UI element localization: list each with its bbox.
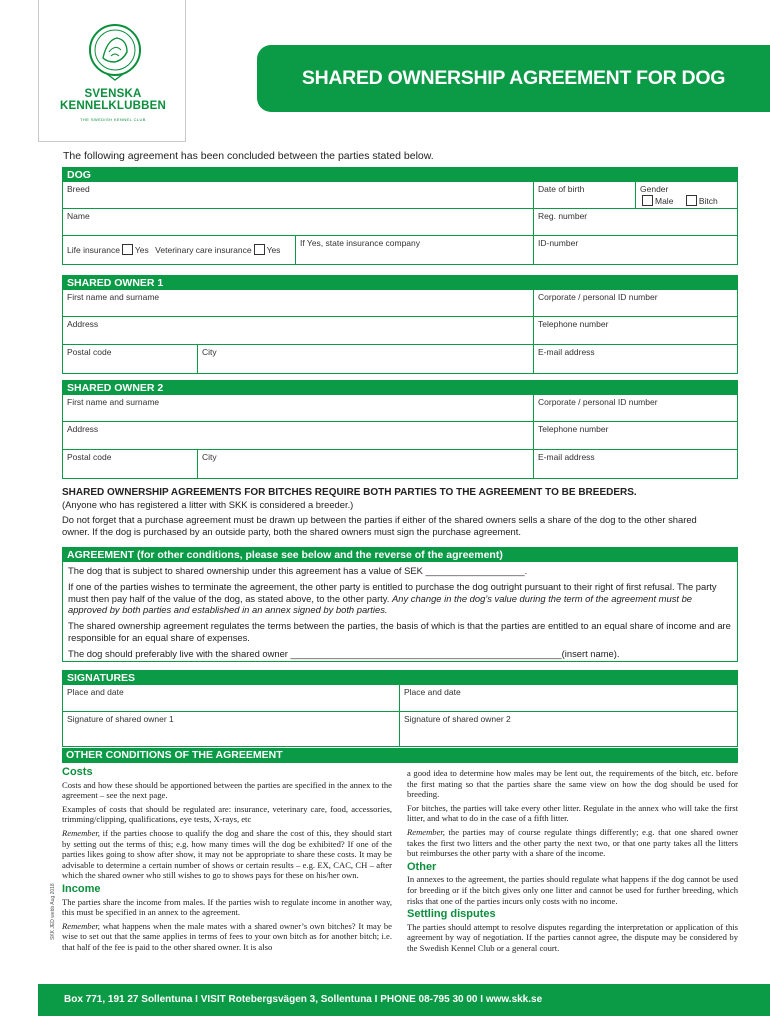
right-p3: [407, 827, 738, 859]
insurance-options: [63, 236, 295, 264]
life-insurance-yes-label: Yes: [134, 244, 149, 255]
agreement-section: [62, 547, 738, 662]
id-number-field[interactable]: [533, 236, 739, 264]
other-conditions-heading: OTHER CONDITIONS OF THE AGREEMENT: [62, 748, 738, 763]
bitch-checkbox[interactable]: [686, 195, 697, 206]
owner1-telephone-label: Telephone number: [538, 319, 609, 329]
intro-text: The following agreement has been concluded between the parties stated below.: [63, 150, 434, 162]
form-code: SKK JED webb Aug 2018: [50, 883, 56, 940]
dog-section: [62, 167, 738, 265]
agreement-heading: AGREEMENT (for other conditions, please see below and the reverse of the agreement): [63, 548, 737, 562]
disputes-title: Settling disputes: [407, 908, 496, 921]
breed-label: Breed: [67, 184, 90, 194]
agreement-termination: [68, 581, 733, 616]
footer-contact: Box 771, 191 27 Sollentuna I VISIT Rotebergsvägen 3, Sollentuna I PHONE 08-795 30 00 I www.skk.se: [64, 994, 543, 1005]
signature-owner2-label: Signature of shared owner 2: [404, 714, 511, 724]
purchase-note-line1: Do not forget that a purchase agreement must be drawn up between the parties if either of the shared owners sells a share of the dog to the other shared: [62, 514, 697, 525]
owner2-row-postal: [63, 450, 737, 478]
vet-insurance-yes-label: Yes: [266, 244, 281, 255]
signatures-section: [62, 670, 738, 747]
owner1-city-field[interactable]: [197, 345, 533, 373]
owner2-city-field[interactable]: [197, 450, 533, 478]
signature-owner2-field[interactable]: [399, 712, 739, 746]
signatures-row-sign: [63, 712, 737, 746]
id-number-label: ID-number: [538, 238, 579, 248]
costs-p3: [62, 828, 392, 881]
owner2-name-label: First name and surname: [67, 397, 160, 407]
place-date-1-label: Place and date: [67, 687, 124, 697]
signature-owner1-label: Signature of shared owner 1: [67, 714, 174, 724]
breed-field[interactable]: [63, 182, 533, 208]
owner1-section: [62, 275, 738, 374]
signatures-heading: SIGNATURES: [63, 671, 737, 685]
purchase-note-line2: owner. If the dog is purchased by an outside party, both the shared owners must sign the purchase agreement.: [62, 526, 521, 537]
owner2-city-label: City: [202, 452, 217, 462]
dog-row-insurance: [63, 236, 737, 264]
owner2-telephone-label: Telephone number: [538, 424, 609, 434]
income-remember: Remember,: [62, 920, 100, 931]
owner2-section: [62, 380, 738, 479]
place-date-2-field[interactable]: [399, 685, 739, 711]
male-checkbox[interactable]: [642, 195, 653, 206]
income-title: Income: [62, 882, 101, 895]
other-title: Other: [407, 860, 437, 873]
owner1-postal-field[interactable]: [63, 345, 197, 373]
owner1-postal-label: Postal code: [67, 347, 112, 357]
right-p1: a good idea to determine how males may be lent out, the requirements of the bitch, etc. before the first mating so that the parties share the same view on how the dog should be used for breeding.: [407, 768, 738, 800]
footer-bar: [38, 984, 770, 1016]
logo-panel: [38, 0, 186, 142]
owner2-telephone-field[interactable]: [533, 422, 739, 449]
breeder-definition: (Anyone who has registered a litter with SKK is considered a breeder.): [62, 499, 354, 510]
dog-row-breed: [63, 182, 737, 209]
dog-heading: DOG: [63, 168, 737, 182]
place-date-2-label: Place and date: [404, 687, 461, 697]
costs-p3-text: if the parties choose to qualify the dog and share the cost of this, they should start by setting out the terms of this; e.g. how many times will the dog be exhibited? If one of the parties likes going to show after show, it may not be appropriate to share these costs. It may be advisable to determine a certain number of shows or certain results – e.g. EX, CAC, CH – after which the shared owner who still wishes to go to shows pays for these on his/her own.: [62, 827, 392, 881]
name-label: Name: [67, 211, 90, 221]
owner1-name-field[interactable]: [63, 290, 533, 316]
skk-seal-logo: [87, 22, 143, 82]
owner1-heading: SHARED OWNER 1: [63, 276, 737, 290]
bitch-label: Bitch: [698, 195, 718, 206]
owner2-email-label: E-mail address: [538, 452, 595, 462]
dog-row-name: [63, 209, 737, 236]
other-conditions-right-column: [407, 768, 738, 957]
other-p: In annexes to the agreement, the parties should regulate what happens if the dog cannot be used for breeding or if the bitch gives only one litter and cannot be used for further breeding, which risks that one of the parties incurs only costs with no income.: [407, 874, 738, 906]
owner2-address-field[interactable]: [63, 422, 533, 449]
male-label: Male: [655, 195, 674, 206]
logo-line1: SVENSKA: [84, 88, 142, 100]
termination-text: If one of the parties wishes to terminate the agreement, the other party is entitled to purchase the dog outright pursuant to their right of first refusal. The party must then pay half of the value of the dog, as stated above, to the other party.: [68, 580, 717, 604]
owner2-postal-field[interactable]: [63, 450, 197, 478]
gender-field: [635, 182, 739, 208]
costs-p1: Costs and how these should be apportioned between the parties are specified in the annex to the agreement – see the next page.: [62, 779, 392, 801]
owner2-id-field[interactable]: [533, 395, 739, 421]
owner1-id-label: Corporate / personal ID number: [538, 292, 658, 302]
disputes-p: The parties should attempt to resolve disputes regarding the interpretation or application of this agreement by way of negotiation. If the parties cannot agree, the dispute may be considered by the Swedish Kennel Club or a general court.: [407, 921, 738, 953]
other-conditions-left-column: [62, 766, 392, 956]
vet-insurance-checkbox[interactable]: [254, 244, 265, 255]
right-p2: For bitches, the parties will take every other litter. Regulate in the annex who will take the first litter, and what to do in the case of a fifth litter.: [407, 802, 738, 824]
date-of-birth-field[interactable]: [533, 182, 635, 208]
owner1-id-field[interactable]: [533, 290, 739, 316]
income-p2-text: what happens when the male mates with a shared owner’s own bitches? It may be wise to set out that the same applies in terms of fees to your own bitch as for another bitch; i.e. that half of the fee is paid to the other shared owner. It is also: [62, 920, 392, 952]
costs-p2: Examples of costs that should be regulated are: insurance, veterinary care, food, accessories, trimming/clipping, qualifications, eye tests, X-rays, etc: [62, 803, 392, 825]
owner2-name-field[interactable]: [63, 395, 533, 421]
owner2-id-label: Corporate / personal ID number: [538, 397, 658, 407]
costs-title: Costs: [62, 766, 93, 778]
name-field[interactable]: [63, 209, 533, 235]
reg-number-label: Reg. number: [538, 211, 588, 221]
place-date-1-field[interactable]: [63, 685, 399, 711]
owner1-row-name: [63, 290, 737, 317]
owner1-row-postal: [63, 345, 737, 373]
signatures-row-place: [63, 685, 737, 712]
date-of-birth-label: Date of birth: [538, 184, 585, 194]
insurance-company-label: If Yes, state insurance company: [300, 238, 421, 248]
value-change-text: Any change in the dog’s value during the term of the agreement must be approved by both parties and established in an annex signed by both parties.: [68, 592, 693, 616]
owner2-heading: SHARED OWNER 2: [63, 381, 737, 395]
owner1-email-label: E-mail address: [538, 347, 595, 357]
agreement-value-line: The dog that is subject to shared ownership under this agreement has a value of SEK ___________________.: [68, 565, 528, 576]
costs-remember: Remember,: [62, 827, 100, 838]
owner1-city-label: City: [202, 347, 217, 357]
owner1-name-label: First name and surname: [67, 292, 160, 302]
owner1-row-address: [63, 317, 737, 345]
income-p2: [62, 921, 392, 953]
title-band: [257, 45, 770, 112]
owner1-email-field[interactable]: [533, 345, 739, 373]
logo-line2: KENNELKLUBBEN: [59, 100, 167, 112]
vet-insurance-label: Veterinary care insurance: [155, 244, 252, 255]
gender-label: Gender: [640, 184, 669, 194]
bitches-breeders-note: SHARED OWNERSHIP AGREEMENTS FOR BITCHES REQUIRE BOTH PARTIES TO THE AGREEMENT TO BE BREEDERS.: [62, 487, 637, 498]
reg-number-field[interactable]: [533, 209, 739, 235]
signature-owner1-field[interactable]: [63, 712, 399, 746]
agreement-body: [63, 562, 737, 668]
owner1-address-label: Address: [67, 319, 99, 329]
owner1-address-field[interactable]: [63, 317, 533, 344]
page-title: SHARED OWNERSHIP AGREEMENT FOR DOG: [301, 67, 726, 89]
logo-tagline: THE SWEDISH KENNEL CLUB: [80, 117, 146, 122]
life-insurance-checkbox[interactable]: [122, 244, 133, 255]
owner2-address-label: Address: [67, 424, 99, 434]
insurance-company-field[interactable]: [295, 236, 533, 264]
income-p1: The parties share the income from males. If the parties wish to regulate income in another way, this must be specified in an annex to the agreement.: [62, 896, 392, 918]
owner1-telephone-field[interactable]: [533, 317, 739, 344]
agreement-residence: The dog should preferably live with the shared owner ____________________________________________________(insert name).: [68, 647, 620, 659]
life-insurance-label: Life insurance: [67, 244, 120, 255]
owner2-email-field[interactable]: [533, 450, 739, 478]
right-p3-text: the parties may of course regulate things differently; e.g. that one shared owner takes the first two litters and the other party the next two, or that one party takes all the litters but reimburses the other party with a share of the income.: [407, 826, 738, 859]
owner2-row-name: [63, 395, 737, 422]
owner2-row-address: [63, 422, 737, 450]
owner2-postal-label: Postal code: [67, 452, 112, 462]
right-remember: Remember,: [407, 826, 445, 837]
agreement-terms: The shared ownership agreement regulates the terms between the parties, the basis of which is that the parties are entitled to an equal share of income and are responsible for an equal share of expenses.: [68, 620, 731, 643]
